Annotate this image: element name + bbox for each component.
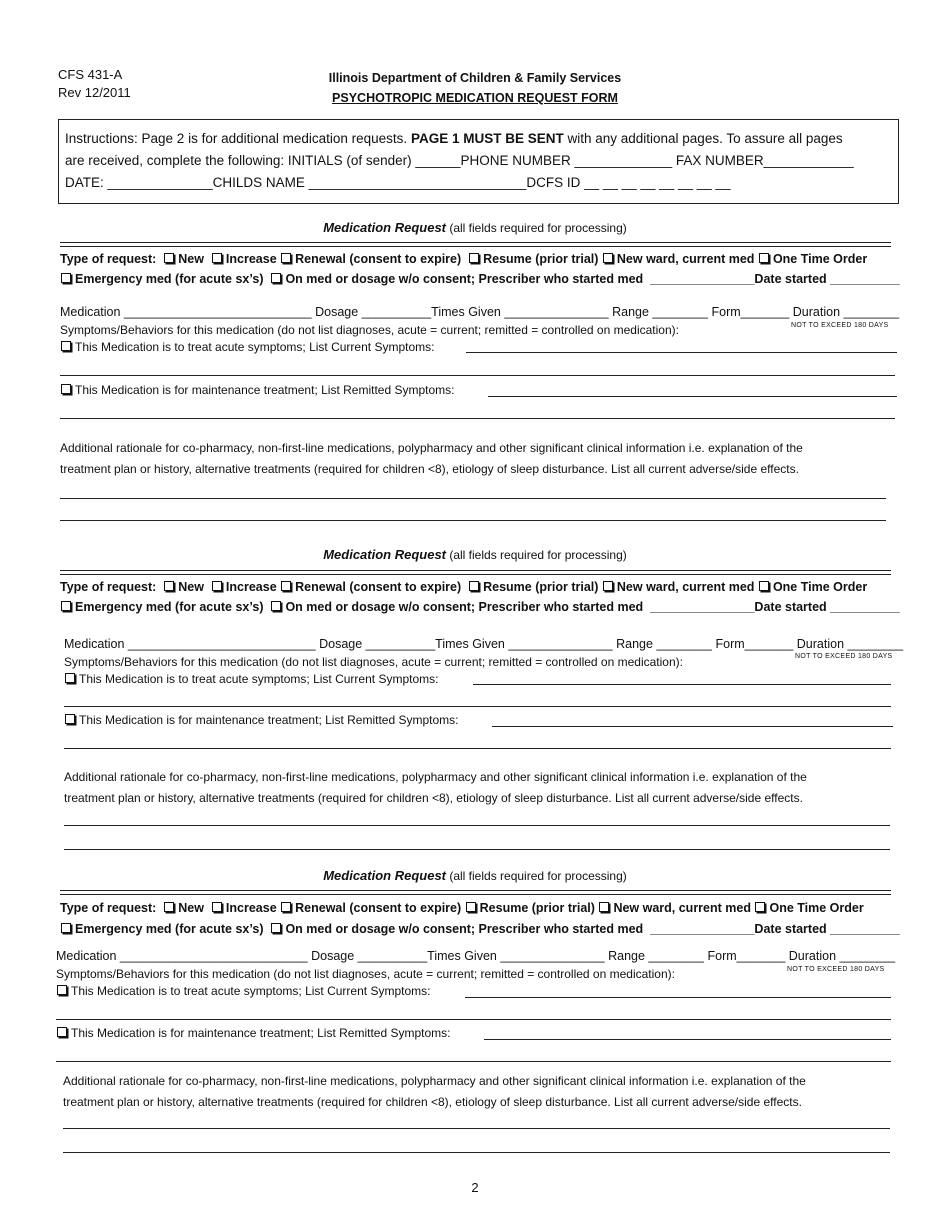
section-title: Medication Request (all fields required for processing) <box>323 547 627 562</box>
remitted-symptoms-field[interactable] <box>488 396 897 397</box>
acute-symptoms-field[interactable] <box>466 352 897 353</box>
renewal-checkbox[interactable] <box>281 581 291 591</box>
acute-checkbox[interactable] <box>57 985 67 995</box>
new-ward-checkbox[interactable] <box>603 581 613 591</box>
acute-symptoms-field[interactable] <box>473 684 891 685</box>
rationale-field-2[interactable] <box>63 1152 890 1153</box>
acute-checkbox[interactable] <box>65 673 75 683</box>
section-title: Medication Request (all fields required for processing) <box>323 868 627 883</box>
request-type-label: Type of request: <box>60 901 157 915</box>
increase-checkbox[interactable] <box>212 902 222 912</box>
instructions-line-2[interactable]: are received, complete the following: INITIALS (of sender) ______PHONE NUMBER _____________ FAX NUMBER____________ <box>65 153 854 168</box>
page1-notice: PAGE 1 MUST BE SENT <box>410 131 564 146</box>
remitted-symptoms-field-2[interactable] <box>56 1061 891 1062</box>
agency-header <box>0 68 950 108</box>
acute-symptoms-field-2[interactable] <box>60 375 895 376</box>
acute-checkbox[interactable] <box>61 341 71 351</box>
remitted-symptoms-field[interactable] <box>492 726 893 727</box>
rationale-line-1: Additional rationale for co-pharmacy, non-first-line medications, polypharmacy and other significant clinical information i.e. explanation of the <box>64 770 807 784</box>
rationale-line-1: Additional rationale for co-pharmacy, non-first-line medications, polypharmacy and other significant clinical information i.e. explanation of the <box>60 441 803 455</box>
section-divider <box>60 890 891 895</box>
increase-checkbox[interactable] <box>212 581 222 591</box>
one-time-order-checkbox[interactable] <box>759 581 769 591</box>
acute-symptoms-field-2[interactable] <box>56 1019 891 1020</box>
acute-symptoms-field[interactable] <box>465 997 891 998</box>
one-time-order-checkbox[interactable] <box>759 253 769 263</box>
maintenance-checkbox[interactable] <box>65 714 75 724</box>
one-time-order-checkbox[interactable] <box>755 902 765 912</box>
remitted-symptoms-field-2[interactable] <box>60 418 895 419</box>
rationale-field-2[interactable] <box>60 520 886 521</box>
request-type-row-1: Type of request: New Increase Renewal (consent to expire) Resume (prior trial) New ward, current med One Time Order <box>60 580 868 594</box>
maintenance-row: This Medication is for maintenance treatment; List Remitted Symptoms: <box>56 1026 450 1040</box>
section-title: Medication Request (all fields required for processing) <box>323 220 627 235</box>
prescriber-field[interactable]: _______________ <box>650 272 755 286</box>
request-type-row-2: Emergency med (for acute sx’s) On med or dosage w/o consent; Prescriber who started med _______________Date started __________ <box>60 597 900 617</box>
acute-symptoms-row: This Medication is to treat acute symptoms; List Current Symptoms: <box>56 984 430 998</box>
date-started-field[interactable]: __________ <box>830 600 900 614</box>
emergency-checkbox[interactable] <box>61 923 71 933</box>
maintenance-checkbox[interactable] <box>57 1027 67 1037</box>
resume-checkbox[interactable] <box>466 902 476 912</box>
renewal-checkbox[interactable] <box>281 253 291 263</box>
rationale-line-2: treatment plan or history, alternative treatments (required for children <8), etiology of sleep disturbance. List all current adverse/side effects. <box>60 462 799 476</box>
renewal-checkbox[interactable] <box>281 902 291 912</box>
symptoms-note: Symptoms/Behaviors for this medication (do not list diagnoses, acute = current; remitted = controlled on medication): <box>60 323 679 337</box>
maintenance-row: This Medication is for maintenance treatment; List Remitted Symptoms: <box>64 713 458 727</box>
request-type-row-1: Type of request: New Increase Renewal (consent to expire) Resume (prior trial) New ward, current med One Time Order <box>60 252 868 266</box>
increase-checkbox[interactable] <box>212 253 222 263</box>
agency-name: Illinois Department of Children & Family Services <box>328 71 622 85</box>
acute-symptoms-field-2[interactable] <box>64 706 891 707</box>
request-type-label: Type of request: <box>60 252 157 266</box>
acute-symptoms-row: This Medication is to treat acute symptoms; List Current Symptoms: <box>60 340 434 354</box>
request-type-row-2: Emergency med (for acute sx’s) On med or dosage w/o consent; Prescriber who started med _______________Date started __________ <box>60 269 900 289</box>
symptoms-note: Symptoms/Behaviors for this medication (do not list diagnoses, acute = current; remitted = controlled on medication): <box>56 967 675 981</box>
rationale-line-1: Additional rationale for co-pharmacy, non-first-line medications, polypharmacy and other significant clinical information i.e. explanation of the <box>63 1074 806 1088</box>
resume-checkbox[interactable] <box>469 253 479 263</box>
duration-limit-note: NOT TO EXCEED 180 DAYS <box>795 653 893 660</box>
symptoms-note: Symptoms/Behaviors for this medication (do not list diagnoses, acute = current; remitted = controlled on medication): <box>64 655 683 669</box>
maintenance-row: This Medication is for maintenance treatment; List Remitted Symptoms: <box>60 383 454 397</box>
on-med-checkbox[interactable] <box>271 273 281 283</box>
rationale-field-1[interactable] <box>60 498 886 499</box>
duration-limit-note: NOT TO EXCEED 180 DAYS <box>791 322 889 329</box>
section-divider <box>60 570 891 575</box>
emergency-checkbox[interactable] <box>61 273 71 283</box>
form-title: PSYCHOTROPIC MEDICATION REQUEST FORM <box>332 91 618 105</box>
instructions-line-1: Instructions: Page 2 is for additional medication requests. PAGE 1 MUST BE SENT with any additional pages. To assure all pages <box>65 131 843 146</box>
rationale-line-2: treatment plan or history, alternative treatments (required for children <8), etiology of sleep disturbance. List all current adverse/side effects. <box>63 1095 802 1109</box>
maintenance-checkbox[interactable] <box>61 384 71 394</box>
prescriber-field[interactable]: _______________ <box>650 922 755 936</box>
rationale-field-1[interactable] <box>63 1128 890 1129</box>
request-type-row-1: Type of request: New Increase Renewal (consent to expire) Resume (prior trial) New ward, current med One Time Order <box>60 901 864 915</box>
section-divider <box>60 242 891 247</box>
on-med-checkbox[interactable] <box>271 923 281 933</box>
rationale-field-1[interactable] <box>64 825 890 826</box>
request-type-label: Type of request: <box>60 580 157 594</box>
request-type-row-2: Emergency med (for acute sx’s) On med or dosage w/o consent; Prescriber who started med _______________Date started __________ <box>60 919 900 939</box>
acute-symptoms-row: This Medication is to treat acute symptoms; List Current Symptoms: <box>64 672 438 686</box>
resume-checkbox[interactable] <box>469 581 479 591</box>
form-number: CFS 431-A <box>58 67 123 82</box>
page-number: 2 <box>471 1180 479 1195</box>
new-ward-checkbox[interactable] <box>603 253 613 263</box>
prescriber-field[interactable]: _______________ <box>650 600 755 614</box>
medication-fields-row[interactable]: Medication ___________________________ Dosage __________Times Given _______________ Range ________ Form_______ Duration ________ <box>60 305 900 319</box>
medication-fields-row[interactable]: Medication ___________________________ Dosage __________Times Given _______________ Range ________ Form_______ Duration ________ <box>64 637 904 651</box>
rationale-field-2[interactable] <box>64 849 890 850</box>
form-revision: Rev 12/2011 <box>58 85 131 100</box>
instructions-line-3[interactable]: DATE: ______________CHILDS NAME _____________________________DCFS ID __ __ __ __ __ __ __ __ <box>65 175 731 190</box>
remitted-symptoms-field-2[interactable] <box>64 748 891 749</box>
new-checkbox[interactable] <box>164 253 174 263</box>
rationale-line-2: treatment plan or history, alternative treatments (required for children <8), etiology of sleep disturbance. List all current adverse/side effects. <box>64 791 803 805</box>
new-checkbox[interactable] <box>164 581 174 591</box>
new-checkbox[interactable] <box>164 902 174 912</box>
emergency-checkbox[interactable] <box>61 601 71 611</box>
remitted-symptoms-field[interactable] <box>484 1039 891 1040</box>
date-started-field[interactable]: __________ <box>830 272 900 286</box>
instructions-box <box>58 119 899 204</box>
medication-fields-row[interactable]: Medication ___________________________ Dosage __________Times Given _______________ Range ________ Form_______ Duration ________ <box>56 949 896 963</box>
new-ward-checkbox[interactable] <box>599 902 609 912</box>
on-med-checkbox[interactable] <box>271 601 281 611</box>
duration-limit-note: NOT TO EXCEED 180 DAYS <box>787 966 885 973</box>
date-started-field[interactable]: __________ <box>830 922 900 936</box>
